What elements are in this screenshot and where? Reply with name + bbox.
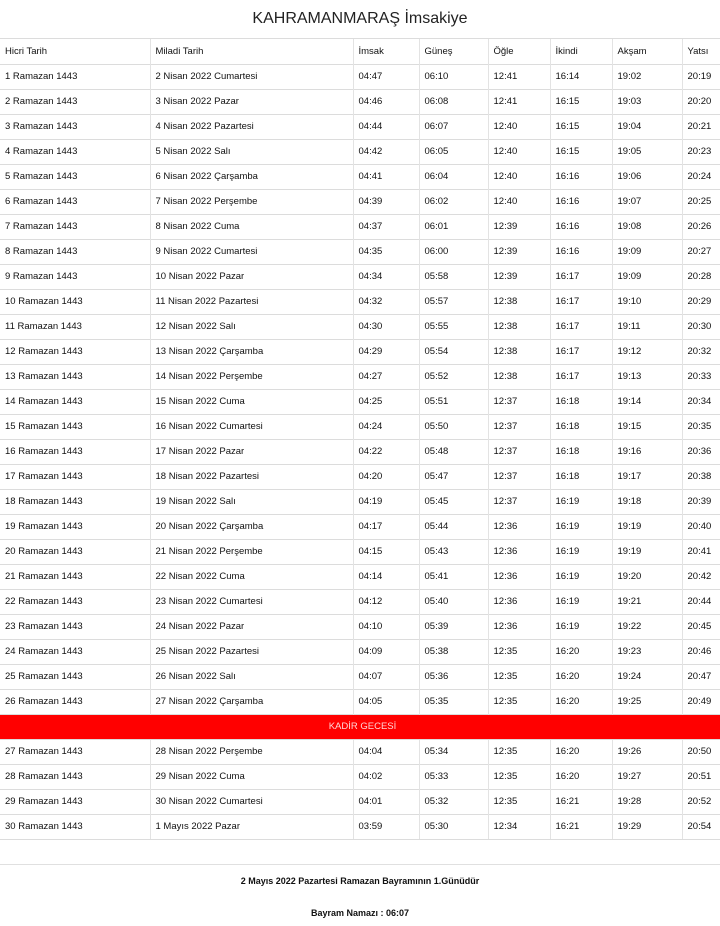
table-cell: 22 Ramazan 1443	[0, 590, 150, 615]
table-cell: 04:20	[353, 465, 419, 490]
table-cell: 04:35	[353, 240, 419, 265]
column-header: Yatsı	[682, 39, 720, 65]
table-row	[0, 615, 720, 640]
table-cell: 05:41	[419, 565, 488, 590]
table-cell: 26 Nisan 2022 Salı	[150, 665, 353, 690]
table-cell: 04:44	[353, 115, 419, 140]
table-cell: 18 Ramazan 1443	[0, 490, 150, 515]
table-row	[0, 340, 720, 365]
table-cell: 12:36	[488, 515, 550, 540]
table-cell: 05:54	[419, 340, 488, 365]
table-cell: 16:14	[550, 65, 612, 90]
table-cell: 12:37	[488, 390, 550, 415]
table-cell: 1 Ramazan 1443	[0, 65, 150, 90]
table-row	[0, 765, 720, 790]
bayram-namazi: Bayram Namazı : 06:07	[310, 908, 410, 918]
table-cell: 20:30	[682, 315, 720, 340]
table-cell: 16:20	[550, 665, 612, 690]
table-row	[0, 790, 720, 815]
table-cell: 05:35	[419, 690, 488, 715]
table-row	[0, 190, 720, 215]
table-cell: 20 Ramazan 1443	[0, 540, 150, 565]
table-cell: 5 Nisan 2022 Salı	[150, 140, 353, 165]
table-cell: 19:25	[612, 690, 682, 715]
table-cell: 16:17	[550, 290, 612, 315]
table-cell: 16:15	[550, 115, 612, 140]
table-cell: 3 Ramazan 1443	[0, 115, 150, 140]
table-cell: 06:10	[419, 65, 488, 90]
table-cell: 16:16	[550, 190, 612, 215]
table-cell: 05:33	[419, 765, 488, 790]
table-cell: 19:14	[612, 390, 682, 415]
table-cell: 19:08	[612, 215, 682, 240]
table-row	[0, 240, 720, 265]
table-cell: 16:21	[550, 815, 612, 840]
table-cell: 19:09	[612, 240, 682, 265]
table-cell: 20:45	[682, 615, 720, 640]
table-cell: 04:29	[353, 340, 419, 365]
table-cell: 14 Ramazan 1443	[0, 390, 150, 415]
footer	[0, 864, 720, 923]
table-cell: 23 Nisan 2022 Cumartesi	[150, 590, 353, 615]
table-row	[0, 515, 720, 540]
table-cell: 21 Nisan 2022 Perşembe	[150, 540, 353, 565]
table-body	[0, 65, 720, 840]
table-cell: 16:19	[550, 590, 612, 615]
table-cell: 12:39	[488, 265, 550, 290]
imsakiye-table	[0, 38, 720, 840]
table-cell: 04:17	[353, 515, 419, 540]
table-cell: 05:39	[419, 615, 488, 640]
table-cell: 05:43	[419, 540, 488, 565]
table-row	[0, 290, 720, 315]
table-cell: 9 Ramazan 1443	[0, 265, 150, 290]
table-cell: 20:29	[682, 290, 720, 315]
column-header: İkindi	[550, 39, 612, 65]
table-cell: 20:39	[682, 490, 720, 515]
table-cell: 20:26	[682, 215, 720, 240]
table-cell: 06:00	[419, 240, 488, 265]
table-cell: 20:21	[682, 115, 720, 140]
table-cell: 12:37	[488, 465, 550, 490]
kadir-gecesi-label: KADİR GECESİ	[0, 715, 720, 740]
table-cell: 05:34	[419, 740, 488, 765]
table-cell: 16:15	[550, 90, 612, 115]
table-cell: 19:28	[612, 790, 682, 815]
table-cell: 12:40	[488, 165, 550, 190]
table-cell: 11 Ramazan 1443	[0, 315, 150, 340]
table-cell: 19:24	[612, 665, 682, 690]
table-cell: 16:15	[550, 140, 612, 165]
table-cell: 04:09	[353, 640, 419, 665]
table-cell: 20:46	[682, 640, 720, 665]
table-cell: 04:14	[353, 565, 419, 590]
table-cell: 12:41	[488, 90, 550, 115]
table-cell: 04:32	[353, 290, 419, 315]
table-cell: 27 Nisan 2022 Çarşamba	[150, 690, 353, 715]
table-row	[0, 565, 720, 590]
table-cell: 16:21	[550, 790, 612, 815]
table-cell: 17 Ramazan 1443	[0, 465, 150, 490]
table-cell: 03:59	[353, 815, 419, 840]
table-cell: 12:40	[488, 140, 550, 165]
table-cell: 8 Ramazan 1443	[0, 240, 150, 265]
table-cell: 05:44	[419, 515, 488, 540]
table-cell: 20:27	[682, 240, 720, 265]
table-cell: 20:50	[682, 740, 720, 765]
table-cell: 05:48	[419, 440, 488, 465]
table-cell: 20:24	[682, 165, 720, 190]
table-cell: 20:36	[682, 440, 720, 465]
table-cell: 30 Nisan 2022 Cumartesi	[150, 790, 353, 815]
table-cell: 19:07	[612, 190, 682, 215]
table-cell: 28 Nisan 2022 Perşembe	[150, 740, 353, 765]
table-cell: 05:32	[419, 790, 488, 815]
table-cell: 16:17	[550, 340, 612, 365]
table-cell: 04:39	[353, 190, 419, 215]
table-cell: 06:02	[419, 190, 488, 215]
table-cell: 05:45	[419, 490, 488, 515]
table-cell: 16:18	[550, 415, 612, 440]
table-cell: 12:39	[488, 240, 550, 265]
table-cell: 16:17	[550, 265, 612, 290]
table-cell: 12:39	[488, 215, 550, 240]
table-cell: 20:51	[682, 765, 720, 790]
table-cell: 18 Nisan 2022 Pazartesi	[150, 465, 353, 490]
table-cell: 16:16	[550, 240, 612, 265]
table-cell: 12:35	[488, 765, 550, 790]
table-row	[0, 140, 720, 165]
page-title: KAHRAMANMARAŞ İmsakiye	[252, 10, 468, 27]
table-cell: 25 Nisan 2022 Pazartesi	[150, 640, 353, 665]
table-cell: 15 Nisan 2022 Cuma	[150, 390, 353, 415]
table-cell: 12:36	[488, 565, 550, 590]
table-cell: 12:38	[488, 365, 550, 390]
table-cell: 19:18	[612, 490, 682, 515]
table-cell: 20:44	[682, 590, 720, 615]
table-cell: 12:35	[488, 740, 550, 765]
table-cell: 16 Nisan 2022 Cumartesi	[150, 415, 353, 440]
table-cell: 19:02	[612, 65, 682, 90]
table-row	[0, 365, 720, 390]
table-row	[0, 265, 720, 290]
table-row	[0, 590, 720, 615]
table-cell: 12:35	[488, 690, 550, 715]
table-cell: 05:30	[419, 815, 488, 840]
table-cell: 3 Nisan 2022 Pazar	[150, 90, 353, 115]
table-cell: 16 Ramazan 1443	[0, 440, 150, 465]
table-cell: 19:27	[612, 765, 682, 790]
table-cell: 05:51	[419, 390, 488, 415]
table-cell: 05:50	[419, 415, 488, 440]
table-cell: 04:19	[353, 490, 419, 515]
table-cell: 4 Ramazan 1443	[0, 140, 150, 165]
table-cell: 12:40	[488, 190, 550, 215]
table-cell: 04:10	[353, 615, 419, 640]
column-header: İmsak	[353, 39, 419, 65]
table-cell: 20:40	[682, 515, 720, 540]
table-cell: 6 Nisan 2022 Çarşamba	[150, 165, 353, 190]
table-row	[0, 465, 720, 490]
table-cell: 16:19	[550, 565, 612, 590]
table-cell: 04:07	[353, 665, 419, 690]
table-cell: 19:13	[612, 365, 682, 390]
table-cell: 19:22	[612, 615, 682, 640]
table-cell: 04:24	[353, 415, 419, 440]
table-row	[0, 540, 720, 565]
table-cell: 15 Ramazan 1443	[0, 415, 150, 440]
column-header: Hicri Tarih	[0, 39, 150, 65]
table-cell: 16:19	[550, 615, 612, 640]
table-cell: 12:36	[488, 540, 550, 565]
table-cell: 20:34	[682, 390, 720, 415]
table-cell: 19:26	[612, 740, 682, 765]
table-cell: 19:03	[612, 90, 682, 115]
table-cell: 20:28	[682, 265, 720, 290]
table-cell: 16:18	[550, 440, 612, 465]
table-cell: 16:20	[550, 765, 612, 790]
table-cell: 13 Nisan 2022 Çarşamba	[150, 340, 353, 365]
table-cell: 25 Ramazan 1443	[0, 665, 150, 690]
table-row	[0, 115, 720, 140]
table-cell: 28 Ramazan 1443	[0, 765, 150, 790]
table-cell: 20:52	[682, 790, 720, 815]
table-row	[0, 740, 720, 765]
table-cell: 20:38	[682, 465, 720, 490]
table-cell: 04:25	[353, 390, 419, 415]
table-cell: 19:10	[612, 290, 682, 315]
table-cell: 06:04	[419, 165, 488, 190]
table-cell: 19:16	[612, 440, 682, 465]
table-cell: 04:01	[353, 790, 419, 815]
table-cell: 12:36	[488, 590, 550, 615]
table-cell: 12:38	[488, 290, 550, 315]
table-cell: 19:05	[612, 140, 682, 165]
table-cell: 05:58	[419, 265, 488, 290]
table-cell: 20:47	[682, 665, 720, 690]
table-cell: 20:20	[682, 90, 720, 115]
table-cell: 06:01	[419, 215, 488, 240]
table-cell: 19:06	[612, 165, 682, 190]
table-cell: 16:18	[550, 390, 612, 415]
table-cell: 06:07	[419, 115, 488, 140]
table-cell: 16:20	[550, 690, 612, 715]
table-cell: 26 Ramazan 1443	[0, 690, 150, 715]
table-cell: 16:16	[550, 165, 612, 190]
table-cell: 10 Ramazan 1443	[0, 290, 150, 315]
table-cell: 23 Ramazan 1443	[0, 615, 150, 640]
column-header: Güneş	[419, 39, 488, 65]
table-cell: 12:37	[488, 490, 550, 515]
table-cell: 20:19	[682, 65, 720, 90]
table-cell: 7 Nisan 2022 Perşembe	[150, 190, 353, 215]
table-cell: 16:19	[550, 490, 612, 515]
table-row	[0, 390, 720, 415]
table-row	[0, 490, 720, 515]
table-cell: 05:57	[419, 290, 488, 315]
table-cell: 04:37	[353, 215, 419, 240]
table-cell: 29 Nisan 2022 Cuma	[150, 765, 353, 790]
column-header: Miladi Tarih	[150, 39, 353, 65]
table-row	[0, 165, 720, 190]
table-cell: 05:52	[419, 365, 488, 390]
table-cell: 20:35	[682, 415, 720, 440]
table-cell: 04:41	[353, 165, 419, 190]
table-cell: 12:37	[488, 415, 550, 440]
table-cell: 16:19	[550, 515, 612, 540]
table-cell: 04:15	[353, 540, 419, 565]
table-cell: 24 Nisan 2022 Pazar	[150, 615, 353, 640]
table-cell: 12:37	[488, 440, 550, 465]
table-cell: 30 Ramazan 1443	[0, 815, 150, 840]
table-cell: 19:21	[612, 590, 682, 615]
table-cell: 12:36	[488, 615, 550, 640]
column-header: Öğle	[488, 39, 550, 65]
table-cell: 20:23	[682, 140, 720, 165]
table-cell: 2 Nisan 2022 Cumartesi	[150, 65, 353, 90]
bayram-note: 2 Mayıs 2022 Pazartesi Ramazan Bayramının 1.Günüdür	[0, 864, 720, 891]
table-cell: 20:54	[682, 815, 720, 840]
table-cell: 19 Nisan 2022 Salı	[150, 490, 353, 515]
table-cell: 20:25	[682, 190, 720, 215]
table-cell: 12:41	[488, 65, 550, 90]
table-cell: 16:18	[550, 465, 612, 490]
table-cell: 8 Nisan 2022 Cuma	[150, 215, 353, 240]
table-cell: 04:30	[353, 315, 419, 340]
table-cell: 05:55	[419, 315, 488, 340]
table-row	[0, 90, 720, 115]
table-cell: 9 Nisan 2022 Cumartesi	[150, 240, 353, 265]
table-cell: 1 Mayıs 2022 Pazar	[150, 815, 353, 840]
table-cell: 20:32	[682, 340, 720, 365]
table-cell: 16:17	[550, 365, 612, 390]
table-cell: 29 Ramazan 1443	[0, 790, 150, 815]
table-cell: 12:38	[488, 315, 550, 340]
table-cell: 04:04	[353, 740, 419, 765]
table-cell: 12:35	[488, 640, 550, 665]
table-header-row	[0, 39, 720, 65]
table-cell: 05:40	[419, 590, 488, 615]
table-cell: 16:16	[550, 215, 612, 240]
table-cell: 20:41	[682, 540, 720, 565]
table-cell: 04:22	[353, 440, 419, 465]
table-row	[0, 415, 720, 440]
table-cell: 2 Ramazan 1443	[0, 90, 150, 115]
table-cell: 19:19	[612, 515, 682, 540]
table-row	[0, 215, 720, 240]
table-cell: 19:29	[612, 815, 682, 840]
table-cell: 04:27	[353, 365, 419, 390]
table-row	[0, 665, 720, 690]
table-cell: 20 Nisan 2022 Çarşamba	[150, 515, 353, 540]
table-cell: 12 Nisan 2022 Salı	[150, 315, 353, 340]
table-cell: 19:19	[612, 540, 682, 565]
table-row	[0, 640, 720, 665]
table-cell: 24 Ramazan 1443	[0, 640, 150, 665]
table-cell: 17 Nisan 2022 Pazar	[150, 440, 353, 465]
table-row	[0, 65, 720, 90]
table-cell: 16:20	[550, 640, 612, 665]
table-cell: 04:47	[353, 65, 419, 90]
table-row	[0, 440, 720, 465]
table-cell: 20:42	[682, 565, 720, 590]
table-cell: 19:23	[612, 640, 682, 665]
table-cell: 19:12	[612, 340, 682, 365]
table-cell: 06:08	[419, 90, 488, 115]
table-cell: 04:34	[353, 265, 419, 290]
table-cell: 06:05	[419, 140, 488, 165]
table-cell: 14 Nisan 2022 Perşembe	[150, 365, 353, 390]
table-row	[0, 690, 720, 715]
table-cell: 16:20	[550, 740, 612, 765]
table-cell: 05:36	[419, 665, 488, 690]
table-cell: 12:35	[488, 665, 550, 690]
table-row	[0, 315, 720, 340]
table-cell: 21 Ramazan 1443	[0, 565, 150, 590]
table-cell: 04:12	[353, 590, 419, 615]
table-cell: 12:40	[488, 115, 550, 140]
table-cell: 12:38	[488, 340, 550, 365]
table-cell: 12 Ramazan 1443	[0, 340, 150, 365]
table-cell: 04:05	[353, 690, 419, 715]
table-cell: 19:09	[612, 265, 682, 290]
table-cell: 12:35	[488, 790, 550, 815]
table-cell: 20:33	[682, 365, 720, 390]
table-cell: 19:11	[612, 315, 682, 340]
table-cell: 11 Nisan 2022 Pazartesi	[150, 290, 353, 315]
table-cell: 19:15	[612, 415, 682, 440]
table-cell: 19:04	[612, 115, 682, 140]
kadir-gecesi-row	[0, 715, 720, 740]
table-cell: 27 Ramazan 1443	[0, 740, 150, 765]
table-cell: 4 Nisan 2022 Pazartesi	[150, 115, 353, 140]
table-cell: 16:19	[550, 540, 612, 565]
table-cell: 22 Nisan 2022 Cuma	[150, 565, 353, 590]
table-cell: 04:46	[353, 90, 419, 115]
table-row	[0, 815, 720, 840]
table-cell: 6 Ramazan 1443	[0, 190, 150, 215]
table-cell: 19:17	[612, 465, 682, 490]
table-cell: 05:38	[419, 640, 488, 665]
table-cell: 7 Ramazan 1443	[0, 215, 150, 240]
table-cell: 10 Nisan 2022 Pazar	[150, 265, 353, 290]
column-header: Akşam	[612, 39, 682, 65]
table-cell: 04:02	[353, 765, 419, 790]
table-cell: 12:34	[488, 815, 550, 840]
table-cell: 04:42	[353, 140, 419, 165]
table-cell: 19 Ramazan 1443	[0, 515, 150, 540]
table-cell: 16:17	[550, 315, 612, 340]
table-cell: 13 Ramazan 1443	[0, 365, 150, 390]
table-cell: 19:20	[612, 565, 682, 590]
table-cell: 20:49	[682, 690, 720, 715]
table-cell: 05:47	[419, 465, 488, 490]
table-cell: 5 Ramazan 1443	[0, 165, 150, 190]
